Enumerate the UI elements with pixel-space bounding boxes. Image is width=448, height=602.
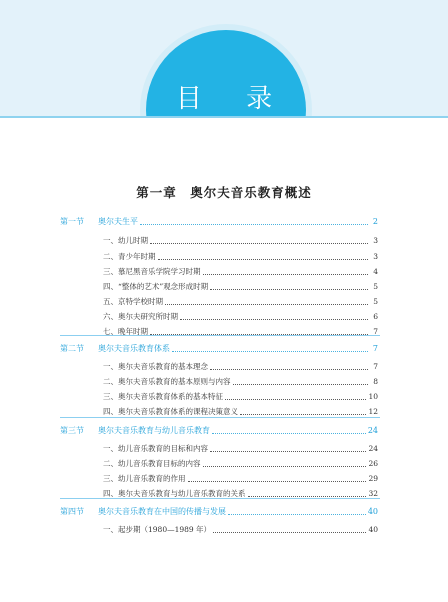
dot-leader: [228, 514, 366, 515]
dot-leader: [165, 304, 368, 305]
entry-label: 二、青少年时期: [103, 252, 156, 261]
entry-label: 奥尔夫生平: [98, 217, 138, 226]
entry-label: 三、幼儿音乐教育的作用: [103, 474, 186, 483]
toc-section-3[interactable]: [60, 422, 378, 436]
entry-label: 奥尔夫音乐教育在中国的传播与发展: [98, 507, 226, 516]
toc-entry[interactable]: [103, 388, 378, 402]
toc-entry[interactable]: [103, 521, 378, 535]
dot-leader: [203, 466, 367, 467]
toc-entry[interactable]: [103, 373, 378, 387]
page-title: 目 录: [175, 84, 291, 114]
dot-leader: [240, 414, 366, 415]
page-number: 3: [373, 252, 378, 261]
entry-label: 一、幼儿音乐教育的目标和内容: [103, 444, 208, 453]
page-number: 8: [373, 377, 378, 386]
toc-entry[interactable]: [103, 455, 378, 469]
toc-entry[interactable]: [103, 293, 378, 307]
dot-leader: [212, 433, 366, 434]
section-number: 第四节: [60, 507, 84, 516]
toc-section-4[interactable]: [60, 503, 378, 517]
page-number: 2: [372, 217, 378, 226]
toc-entry[interactable]: [103, 308, 378, 322]
page-number: 40: [368, 525, 378, 534]
page-number: 26: [368, 459, 378, 468]
toc-entry[interactable]: [103, 358, 378, 372]
dot-leader: [225, 399, 366, 400]
entry-label: 奥尔夫音乐教育与幼儿音乐教育: [98, 426, 210, 435]
page-number: 5: [373, 282, 378, 291]
header-divider: [0, 116, 448, 118]
entry-label: 五、京特学校时期: [103, 297, 163, 306]
entry-label: 二、幼儿音乐教育目标的内容: [103, 459, 201, 468]
dot-leader: [210, 369, 368, 370]
dot-leader: [188, 481, 367, 482]
entry-label: 七、晚年时期: [103, 327, 148, 336]
toc-entry[interactable]: [103, 278, 378, 292]
entry-label: 六、奥尔夫研究所时期: [103, 312, 178, 321]
page-number: 24: [367, 426, 378, 435]
section-divider: [60, 417, 380, 418]
page-number: 10: [368, 392, 378, 401]
entry-label: 一、幼儿时期: [103, 236, 148, 245]
dot-leader: [248, 496, 367, 497]
section-divider: [60, 498, 380, 499]
dot-leader: [150, 243, 368, 244]
page-number: 7: [372, 344, 378, 353]
toc-entry[interactable]: [103, 248, 378, 262]
entry-label: 三、奥尔夫音乐教育体系的基本特征: [103, 392, 223, 401]
page-number: 7: [373, 327, 378, 336]
section-number: 第一节: [60, 217, 84, 226]
page-number: 5: [373, 297, 378, 306]
section-divider: [60, 335, 380, 336]
toc-entry[interactable]: [103, 403, 378, 417]
page-number: 4: [373, 267, 378, 276]
page-number: 29: [368, 474, 378, 483]
section-number: 第三节: [60, 426, 84, 435]
entry-label: 一、奥尔夫音乐教育的基本理念: [103, 362, 208, 371]
toc-entry[interactable]: [103, 485, 378, 499]
entry-label: 四、“整体的艺术”观念形成时期: [103, 282, 209, 291]
page-number: 12: [368, 407, 378, 416]
entry-label: 四、奥尔夫音乐教育与幼儿音乐教育的关系: [103, 489, 246, 498]
page-number: 7: [373, 362, 378, 371]
dot-leader: [180, 319, 368, 320]
page-number: 24: [368, 444, 378, 453]
page-number: 3: [373, 236, 378, 245]
page-number: 32: [368, 489, 378, 498]
toc-section-2[interactable]: [60, 340, 378, 354]
chapter-heading: 第一章 奥尔夫音乐教育概述: [136, 185, 312, 200]
dot-leader: [210, 451, 366, 452]
page-number: 40: [367, 507, 378, 516]
entry-label: 奥尔夫音乐教育体系: [98, 344, 170, 353]
dot-leader: [172, 351, 368, 352]
section-number: 第二节: [60, 344, 84, 353]
entry-label: 四、奥尔夫音乐教育体系的课程决策意义: [103, 407, 238, 416]
page-number: 6: [373, 312, 378, 321]
dot-leader: [140, 224, 368, 225]
dot-leader: [233, 384, 369, 385]
dot-leader: [213, 532, 366, 533]
entry-label: 二、奥尔夫音乐教育的基本原则与内容: [103, 377, 231, 386]
toc-section-1[interactable]: [60, 213, 378, 227]
entry-label: 三、慕尼黑音乐学院学习时期: [103, 267, 201, 276]
toc-entry[interactable]: [103, 440, 378, 454]
dot-leader: [158, 259, 369, 260]
entry-label: 一、起步期（1980—1989 年）: [103, 525, 212, 534]
toc-entry[interactable]: [103, 232, 378, 246]
dot-leader: [203, 274, 369, 275]
toc-entry[interactable]: [103, 470, 378, 484]
dot-leader: [210, 289, 368, 290]
toc-entry[interactable]: [103, 263, 378, 277]
